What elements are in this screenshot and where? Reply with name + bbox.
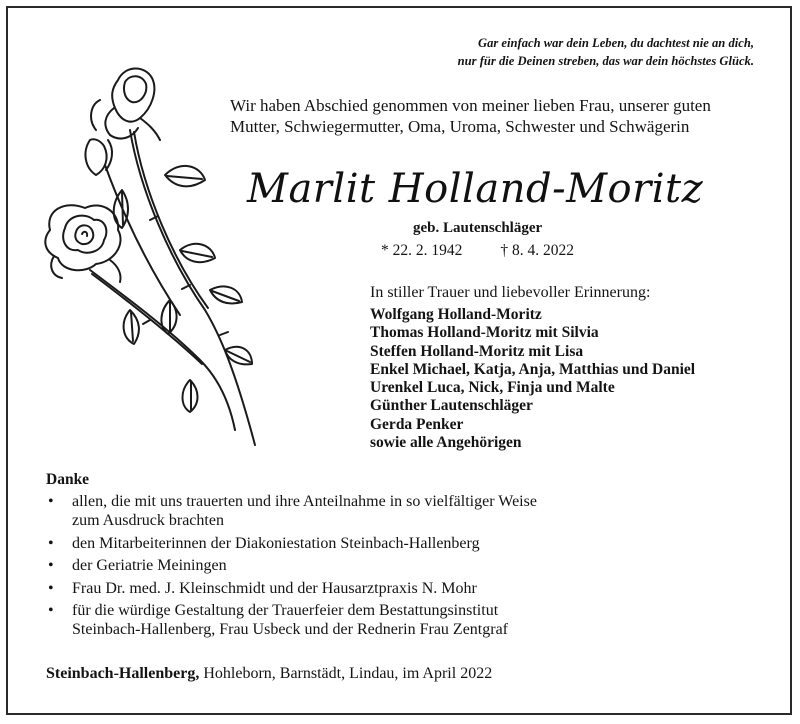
motto-line: Gar einfach war dein Leben, du dachtest nie an dich, (477, 36, 754, 50)
thanks-line: zum Ausdruck brachten (72, 512, 224, 529)
thanks-list (46, 492, 746, 643)
place-date-line (46, 665, 492, 683)
thanks-line: Steinbach-Hallenberg, Frau Usbeck und der Rednerin Frau Zentgraf (72, 621, 509, 638)
mourner-name: Urenkel Luca, Nick, Finja und Malte (370, 379, 615, 397)
thanks-item (46, 579, 746, 598)
life-dates (381, 242, 574, 260)
thanks-line: für die würdige Gestaltung der Trauerfeier dem Bestattungsinstitut (72, 602, 499, 619)
mourners-intro: In stiller Trauer und liebevoller Erinnerung: (370, 284, 651, 301)
thanks-item (46, 601, 746, 639)
mourner-name: Steffen Holland-Moritz mit Lisa (370, 342, 584, 360)
thanks-item (46, 492, 746, 530)
place-rest: Hohleborn, Barnstädt, Lindau, im April 2022 (199, 665, 493, 682)
bullet-icon: • (48, 579, 54, 597)
birth-name: geb. Lautenschläger (413, 220, 543, 236)
intro-line: Mutter, Schwiegermutter, Oma, Uroma, Schwester und Schwägerin (230, 117, 690, 136)
thanks-line: den Mitarbeiterinnen der Diakoniestation Steinbach-Hallenberg (72, 534, 480, 552)
mourner-name: sowie alle Angehörigen (370, 434, 522, 452)
bullet-icon: • (48, 493, 54, 510)
thanks-line: der Geriatrie Meiningen (72, 557, 227, 574)
death-date: † 8. 4. 2022 (500, 242, 574, 259)
bullet-icon: • (48, 557, 54, 574)
deceased-name: Marlit Holland-Moritz (247, 166, 704, 212)
mourner-name: Enkel Michael, Katja, Anja, Matthias und Daniel (370, 360, 696, 378)
thanks-heading: Danke (46, 471, 90, 488)
thanks-item (46, 556, 746, 575)
intro-line: Wir haben Abschied genommen von meiner lieben Frau, unserer guten (230, 96, 711, 115)
thanks-item (46, 534, 746, 553)
bullet-icon: • (48, 602, 54, 619)
motto-line: nur für die Deinen streben, das war dein höchstes Glück. (457, 54, 754, 68)
birth-date: * 22. 2. 1942 (381, 242, 463, 259)
mourner-name: Gerda Penker (370, 415, 464, 433)
mourners-list (370, 306, 695, 452)
mourner-name: Thomas Holland-Moritz mit Silvia (370, 324, 599, 342)
intro-text (230, 95, 711, 137)
mourner-name: Wolfgang Holland-Moritz (370, 306, 542, 323)
place-bold: Steinbach-Hallenberg, (46, 665, 200, 682)
thanks-line: allen, die mit uns trauerten und ihre Anteilnahme in so vielfältiger Weise (72, 493, 537, 510)
mourner-name: Günther Lautenschläger (370, 397, 533, 415)
thanks-line: Frau Dr. med. J. Kleinschmidt und der Hausarztpraxis N. Mohr (72, 579, 477, 597)
motto-verse (458, 34, 754, 70)
bullet-icon: • (48, 534, 54, 552)
